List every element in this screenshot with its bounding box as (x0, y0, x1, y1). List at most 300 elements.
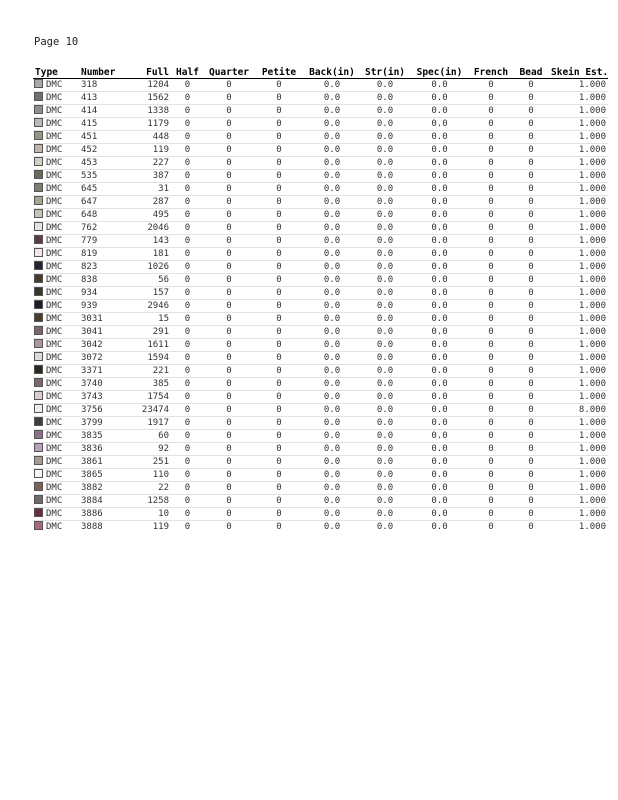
color-swatch-icon (34, 287, 43, 296)
french-knot-cell: 0 (469, 508, 513, 521)
french-knot-cell: 0 (469, 105, 513, 118)
straight-length-cell: 0.0 (360, 443, 410, 456)
thread-type: DMC (46, 249, 63, 259)
half-count-cell: 0 (171, 430, 204, 443)
table-row (33, 443, 608, 456)
col-header-back: Back(in) (304, 66, 360, 79)
french-knot-cell: 0 (469, 183, 513, 196)
col-header-spec: Spec(in) (410, 66, 469, 79)
full-count-cell: 495 (127, 209, 171, 222)
quarter-count-cell: 0 (204, 92, 254, 105)
quarter-count-cell: 0 (204, 378, 254, 391)
backstitch-length-cell: 0.0 (304, 274, 360, 287)
skein-estimate-cell: 1.000 (549, 157, 608, 170)
thread-type: DMC (46, 158, 63, 168)
color-swatch-icon (34, 469, 43, 478)
skein-estimate-cell: 1.000 (549, 235, 608, 248)
french-knot-cell: 0 (469, 339, 513, 352)
table-row (33, 417, 608, 430)
half-count-cell: 0 (184, 79, 191, 90)
full-count-cell: 60 (127, 430, 171, 443)
table-row (33, 196, 608, 209)
thread-type: DMC (46, 184, 63, 194)
table-row (33, 209, 608, 222)
backstitch-length-cell: 0.0 (304, 313, 360, 326)
backstitch-length-cell: 0.0 (304, 378, 360, 391)
half-count-cell: 0 (171, 326, 204, 339)
full-count-cell: 1611 (127, 339, 171, 352)
col-header-full: Full (127, 66, 171, 79)
skein-estimate-cell: 1.000 (549, 352, 608, 365)
table-row (33, 352, 608, 365)
petite-count-cell: 0 (254, 157, 304, 170)
petite-count-cell: 0 (254, 391, 304, 404)
straight-length-cell: 0.0 (360, 274, 410, 287)
skein-estimate-cell: 1.000 (549, 170, 608, 183)
half-count-cell: 0 (171, 157, 204, 170)
type-cell (33, 313, 79, 326)
french-knot-cell: 0 (469, 417, 513, 430)
special-length-cell: 0.0 (410, 92, 469, 105)
color-swatch-icon (34, 170, 43, 179)
col-header-bead: Bead (513, 66, 549, 79)
color-swatch-icon (34, 365, 43, 374)
table-row (33, 170, 608, 183)
col-header-french: French (469, 66, 513, 79)
thread-type: DMC (46, 197, 63, 207)
petite-count-cell: 0 (254, 495, 304, 508)
backstitch-length-cell: 0.0 (304, 261, 360, 274)
table-row (33, 235, 608, 248)
backstitch-length-cell: 0.0 (304, 352, 360, 365)
skein-estimate-cell: 1.000 (549, 287, 608, 300)
full-count-cell: 1754 (127, 391, 171, 404)
special-length-cell: 0.0 (410, 326, 469, 339)
french-knot-cell: 0 (469, 456, 513, 469)
bead-count-cell: 0 (513, 469, 549, 482)
skein-estimate-cell: 1.000 (549, 417, 608, 430)
table-row (33, 144, 608, 157)
type-cell (33, 183, 79, 196)
petite-count-cell: 0 (254, 248, 304, 261)
half-count-cell: 0 (171, 300, 204, 313)
skein-estimate-cell: 8.000 (549, 404, 608, 417)
french-knot-cell: 0 (469, 157, 513, 170)
thread-type: DMC (46, 483, 63, 493)
thread-type: DMC (46, 496, 63, 506)
petite-count-cell: 0 (276, 79, 282, 90)
color-swatch-icon (34, 144, 43, 153)
number-cell: 819 (79, 248, 127, 261)
petite-count-cell: 0 (254, 404, 304, 417)
number-cell: 3042 (79, 339, 127, 352)
quarter-count-cell: 0 (204, 443, 254, 456)
type-cell (33, 339, 79, 352)
bead-count-cell: 0 (513, 235, 549, 248)
french-knot-cell: 0 (469, 261, 513, 274)
special-length-cell: 0.0 (410, 144, 469, 157)
bead-count-cell: 0 (513, 339, 549, 352)
bead-count-cell: 0 (513, 222, 549, 235)
backstitch-length-cell: 0.0 (304, 170, 360, 183)
col-header-number: Number (79, 66, 127, 79)
straight-length-cell: 0.0 (360, 248, 410, 261)
table-row (33, 287, 608, 300)
table-row (33, 248, 608, 261)
full-count-cell: 227 (127, 157, 171, 170)
thread-type: DMC (46, 314, 63, 324)
straight-length-cell: 0.0 (360, 170, 410, 183)
thread-type: DMC (46, 301, 63, 311)
half-count-cell: 0 (171, 144, 204, 157)
thread-type: DMC (46, 275, 63, 285)
french-knot-cell: 0 (469, 196, 513, 209)
backstitch-length-cell: 0.0 (304, 157, 360, 170)
petite-count-cell: 0 (254, 287, 304, 300)
straight-length-cell: 0.0 (360, 144, 410, 157)
petite-count-cell: 0 (254, 378, 304, 391)
backstitch-length-cell: 0.0 (304, 131, 360, 144)
type-cell (33, 248, 79, 261)
special-length-cell: 0.0 (410, 261, 469, 274)
quarter-count-cell: 0 (204, 456, 254, 469)
backstitch-length-cell: 0.0 (304, 443, 360, 456)
color-swatch-icon (34, 521, 43, 530)
half-count-cell: 0 (171, 482, 204, 495)
petite-count-cell: 0 (254, 131, 304, 144)
number-cell: 3835 (79, 430, 127, 443)
type-cell (33, 209, 79, 222)
thread-type: DMC (46, 340, 63, 350)
quarter-count-cell: 0 (204, 261, 254, 274)
full-count-cell: 1204 (147, 79, 169, 90)
straight-length-cell: 0.0 (360, 508, 410, 521)
table-row (33, 313, 608, 326)
color-swatch-icon (34, 222, 43, 231)
table-row (33, 404, 608, 417)
number-cell: 779 (79, 235, 127, 248)
full-count-cell: 1562 (127, 92, 171, 105)
skein-estimate-cell: 1.000 (549, 196, 608, 209)
french-knot-cell: 0 (469, 131, 513, 144)
skein-estimate-cell: 1.000 (549, 443, 608, 456)
backstitch-length-cell: 0.0 (304, 508, 360, 521)
special-length-cell: 0.0 (410, 131, 469, 144)
number-cell: 3371 (79, 365, 127, 378)
skein-estimate-cell: 1.000 (549, 430, 608, 443)
quarter-count-cell: 0 (204, 287, 254, 300)
straight-length-cell: 0.0 (360, 183, 410, 196)
type-cell (33, 352, 79, 365)
thread-type: DMC (46, 470, 63, 480)
quarter-count-cell: 0 (226, 79, 232, 90)
color-swatch-icon (34, 417, 43, 426)
bead-count-cell: 0 (513, 287, 549, 300)
french-knot-cell: 0 (469, 144, 513, 157)
straight-length-cell: 0.0 (360, 430, 410, 443)
bead-count-cell: 0 (513, 261, 549, 274)
table-row (33, 222, 608, 235)
number-cell: 318 (81, 79, 98, 90)
color-swatch-icon (34, 79, 43, 88)
color-swatch-icon (34, 430, 43, 439)
special-length-cell: 0.0 (410, 196, 469, 209)
special-length-cell: 0.0 (410, 118, 469, 131)
quarter-count-cell: 0 (204, 313, 254, 326)
bead-count-cell: 0 (513, 105, 549, 118)
number-cell: 3041 (79, 326, 127, 339)
table-row (33, 92, 608, 105)
full-count-cell: 291 (127, 326, 171, 339)
petite-count-cell: 0 (254, 209, 304, 222)
table-row (33, 456, 608, 469)
skein-estimate-cell: 1.000 (549, 118, 608, 131)
bead-count-cell: 0 (528, 79, 534, 90)
straight-length-cell: 0.0 (360, 313, 410, 326)
backstitch-length-cell: 0.0 (304, 222, 360, 235)
skein-estimate-cell: 1.000 (549, 521, 608, 534)
type-cell (33, 521, 79, 534)
quarter-count-cell: 0 (204, 365, 254, 378)
color-swatch-icon (34, 391, 43, 400)
special-length-cell: 0.0 (410, 248, 469, 261)
bead-count-cell: 0 (513, 300, 549, 313)
french-knot-cell: 0 (488, 79, 494, 90)
french-knot-cell: 0 (469, 391, 513, 404)
full-count-cell: 1338 (127, 105, 171, 118)
french-knot-cell: 0 (469, 443, 513, 456)
skein-estimate-cell: 1.000 (549, 495, 608, 508)
french-knot-cell: 0 (469, 118, 513, 131)
quarter-count-cell: 0 (204, 170, 254, 183)
thread-type: DMC (46, 431, 63, 441)
table-row (33, 300, 608, 313)
petite-count-cell: 0 (254, 326, 304, 339)
bead-count-cell: 0 (513, 248, 549, 261)
thread-type: DMC (46, 119, 63, 129)
table-row (33, 261, 608, 274)
table-row (33, 326, 608, 339)
skein-estimate-cell: 1.000 (578, 79, 606, 90)
skein-estimate-cell: 1.000 (549, 274, 608, 287)
bead-count-cell: 0 (513, 482, 549, 495)
backstitch-length-cell: 0.0 (304, 469, 360, 482)
type-cell (33, 131, 79, 144)
quarter-count-cell: 0 (204, 209, 254, 222)
special-length-cell: 0.0 (410, 183, 469, 196)
full-count-cell: 22 (127, 482, 171, 495)
skein-estimate-cell: 1.000 (549, 261, 608, 274)
straight-length-cell: 0.0 (360, 469, 410, 482)
thread-type: DMC (46, 379, 63, 389)
straight-length-cell: 0.0 (360, 92, 410, 105)
backstitch-length-cell: 0.0 (304, 92, 360, 105)
special-length-cell: 0.0 (410, 469, 469, 482)
petite-count-cell: 0 (254, 222, 304, 235)
straight-length-cell: 0.0 (360, 404, 410, 417)
full-count-cell: 385 (127, 378, 171, 391)
number-cell: 413 (79, 92, 127, 105)
full-count-cell: 251 (127, 456, 171, 469)
color-swatch-icon (34, 313, 43, 322)
bead-count-cell: 0 (513, 378, 549, 391)
backstitch-length-cell: 0.0 (304, 118, 360, 131)
backstitch-length-cell: 0.0 (304, 495, 360, 508)
skein-estimate-cell: 1.000 (549, 391, 608, 404)
quarter-count-cell: 0 (204, 339, 254, 352)
half-count-cell: 0 (171, 105, 204, 118)
half-count-cell: 0 (171, 274, 204, 287)
full-count-cell: 1179 (127, 118, 171, 131)
table-header (33, 66, 608, 79)
table-row (33, 118, 608, 131)
thread-type: DMC (46, 457, 63, 467)
type-cell (33, 456, 79, 469)
bead-count-cell: 0 (513, 443, 549, 456)
half-count-cell: 0 (171, 378, 204, 391)
straight-length-cell: 0.0 (360, 235, 410, 248)
petite-count-cell: 0 (254, 521, 304, 534)
bead-count-cell: 0 (513, 313, 549, 326)
thread-type: DMC (46, 236, 63, 246)
number-cell: 934 (79, 287, 127, 300)
backstitch-length-cell: 0.0 (304, 456, 360, 469)
petite-count-cell: 0 (254, 105, 304, 118)
color-swatch-icon (34, 157, 43, 166)
backstitch-length-cell: 0.0 (304, 404, 360, 417)
full-count-cell: 119 (127, 521, 171, 534)
table-row (33, 131, 608, 144)
skein-estimate-cell: 1.000 (549, 222, 608, 235)
type-cell (33, 443, 79, 456)
color-swatch-icon (34, 235, 43, 244)
thread-type: DMC (46, 509, 63, 519)
table-row (33, 157, 608, 170)
special-length-cell: 0.0 (410, 404, 469, 417)
number-cell: 647 (79, 196, 127, 209)
special-length-cell: 0.0 (410, 274, 469, 287)
half-count-cell: 0 (171, 170, 204, 183)
backstitch-length-cell: 0.0 (304, 365, 360, 378)
petite-count-cell: 0 (254, 339, 304, 352)
french-knot-cell: 0 (469, 495, 513, 508)
special-length-cell: 0.0 (410, 300, 469, 313)
type-cell (33, 235, 79, 248)
petite-count-cell: 0 (254, 300, 304, 313)
backstitch-length-cell: 0.0 (304, 105, 360, 118)
half-count-cell: 0 (171, 521, 204, 534)
straight-length-cell: 0.0 (360, 326, 410, 339)
quarter-count-cell: 0 (204, 326, 254, 339)
bead-count-cell: 0 (513, 157, 549, 170)
petite-count-cell: 0 (254, 118, 304, 131)
half-count-cell: 0 (171, 417, 204, 430)
half-count-cell: 0 (171, 352, 204, 365)
straight-length-cell: 0.0 (360, 378, 410, 391)
backstitch-length-cell: 0.0 (304, 287, 360, 300)
skein-estimate-cell: 1.000 (549, 365, 608, 378)
backstitch-length-cell: 0.0 (304, 196, 360, 209)
thread-type: DMC (46, 288, 63, 298)
table-row (33, 183, 608, 196)
special-length-cell: 0.0 (410, 378, 469, 391)
table-body (33, 79, 608, 534)
number-cell: 3888 (79, 521, 127, 534)
special-length-cell: 0.0 (410, 391, 469, 404)
special-length-cell: 0.0 (410, 287, 469, 300)
quarter-count-cell: 0 (204, 391, 254, 404)
color-swatch-icon (34, 378, 43, 387)
quarter-count-cell: 0 (204, 521, 254, 534)
color-swatch-icon (34, 443, 43, 452)
special-length-cell: 0.0 (410, 456, 469, 469)
skein-estimate-cell: 1.000 (549, 339, 608, 352)
thread-type: DMC (46, 145, 63, 155)
quarter-count-cell: 0 (204, 404, 254, 417)
table-row (33, 469, 608, 482)
petite-count-cell: 0 (254, 443, 304, 456)
color-swatch-icon (34, 352, 43, 361)
full-count-cell: 2946 (127, 300, 171, 313)
thread-usage-table (33, 66, 608, 533)
skein-estimate-cell: 1.000 (549, 378, 608, 391)
type-cell (33, 144, 79, 157)
type-cell (33, 508, 79, 521)
half-count-cell: 0 (171, 404, 204, 417)
french-knot-cell: 0 (469, 300, 513, 313)
type-cell (33, 287, 79, 300)
page-number: Page 10 (34, 36, 79, 48)
straight-length-cell: 0.0 (360, 521, 410, 534)
number-cell: 838 (79, 274, 127, 287)
half-count-cell: 0 (171, 443, 204, 456)
number-cell: 3743 (79, 391, 127, 404)
quarter-count-cell: 0 (204, 183, 254, 196)
full-count-cell: 1594 (127, 352, 171, 365)
thread-type: DMC (46, 418, 63, 428)
quarter-count-cell: 0 (204, 495, 254, 508)
skein-estimate-cell: 1.000 (549, 248, 608, 261)
backstitch-length-cell: 0.0 (304, 144, 360, 157)
quarter-count-cell: 0 (204, 469, 254, 482)
straight-length-cell: 0.0 (360, 105, 410, 118)
table-row (33, 365, 608, 378)
number-cell: 939 (79, 300, 127, 313)
number-cell: 648 (79, 209, 127, 222)
special-length-cell: 0.0 (410, 235, 469, 248)
number-cell: 414 (79, 105, 127, 118)
color-swatch-icon (34, 495, 43, 504)
quarter-count-cell: 0 (204, 235, 254, 248)
skein-estimate-cell: 1.000 (549, 183, 608, 196)
type-cell (33, 365, 79, 378)
table-row (33, 274, 608, 287)
bead-count-cell: 0 (513, 196, 549, 209)
color-swatch-icon (34, 209, 43, 218)
color-swatch-icon (34, 508, 43, 517)
full-count-cell: 31 (127, 183, 171, 196)
skein-estimate-cell: 1.000 (549, 469, 608, 482)
special-length-cell: 0.0 (410, 157, 469, 170)
number-cell: 645 (79, 183, 127, 196)
skein-estimate-cell: 1.000 (549, 131, 608, 144)
backstitch-length-cell: 0.0 (304, 482, 360, 495)
bead-count-cell: 0 (513, 456, 549, 469)
full-count-cell: 287 (127, 196, 171, 209)
color-swatch-icon (34, 183, 43, 192)
skein-estimate-cell: 1.000 (549, 300, 608, 313)
number-cell: 823 (79, 261, 127, 274)
